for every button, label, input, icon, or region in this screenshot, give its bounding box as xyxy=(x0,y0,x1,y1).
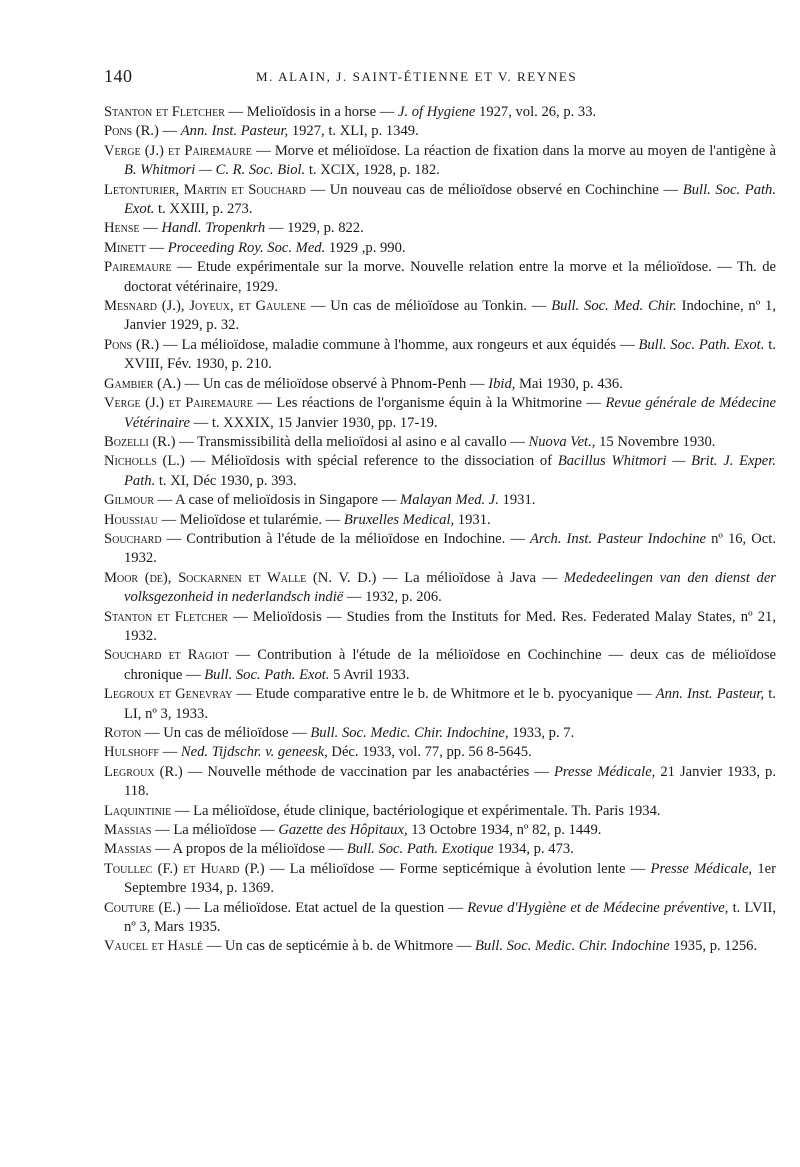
reference-journal: Arch. Inst. Pasteur Indochine xyxy=(530,530,706,547)
reference-authors: Gambier (A.) xyxy=(104,375,181,392)
reference-text: — xyxy=(158,123,181,140)
reference-text: — A case of melioïdosis in Singapore — xyxy=(153,492,401,509)
page-header xyxy=(104,66,700,92)
reference-text: (N. V. D.) — La mélioïdose à Java — xyxy=(306,569,564,586)
reference-entry xyxy=(104,394,776,433)
reference-journal: Bull. Soc. Path. Exot. xyxy=(124,181,776,218)
reference-entry xyxy=(104,297,776,336)
page-number: 140 xyxy=(104,66,133,86)
reference-entry xyxy=(104,511,776,530)
reference-text: — La mélioïdose — Forme septicémique à évolution lente — xyxy=(264,860,651,877)
reference-entry xyxy=(104,258,776,297)
reference-journal: Presse Médicale, xyxy=(650,860,753,877)
reference-journal: Bull. Soc. Path. Exotique xyxy=(346,841,494,858)
reference-text: — Un cas de mélioïdose au Tonkin. — xyxy=(306,298,552,315)
reference-text: — Un nouveau cas de mélioïdose observé en Cochinchine — xyxy=(305,181,683,198)
reference-text: — Contribution à l'étude de la mélioïdose en Cochinchine — deux cas de mélioïdose chronique — xyxy=(124,647,776,683)
reference-text: — Mélioïdosis with spécial reference to the dissociation of xyxy=(184,453,558,470)
reference-details: — 1929, p. 822. xyxy=(265,220,364,237)
reference-text: — Melioïdose et tularémie. — xyxy=(157,511,344,528)
reference-text: — Morve et mélioïdose. La réaction de fixation dans la morve au moyen de l'antigène à xyxy=(251,142,776,159)
reference-details: nº 16, Oct. 1932. xyxy=(124,530,776,567)
reference-text: — Melioïdosis — Studies from the Instituts for Med. Res. Federated Malay States, nº 21, 1932. xyxy=(124,608,776,644)
reference-details: 1927, vol. 26, p. 33. xyxy=(475,104,597,120)
reference-entry xyxy=(104,433,776,452)
reference-details: — 1932, p. 206. xyxy=(343,589,442,606)
reference-authors: Toullec (F.) et Huard (P.) xyxy=(104,860,265,877)
reference-text: — Nouvelle méthode de vaccination par les anabactéries — xyxy=(182,763,554,780)
reference-details: 1927, t. XLI, p. 1349. xyxy=(288,123,419,140)
reference-details: 1934, p. 473. xyxy=(493,841,574,858)
reference-journal: Presse Médicale, xyxy=(553,763,656,780)
reference-details: 1929 ,p. 990. xyxy=(325,239,406,256)
reference-text: — Un cas de septicémie à b. de Whitmore — xyxy=(202,938,476,955)
reference-entry xyxy=(104,763,776,802)
reference-text: — Etude expérimentale sur la morve. Nouvelle relation entre la morve et la mélioïdose. — Th. de doctorat vétérinaire, 1929. xyxy=(124,259,776,295)
reference-entry xyxy=(104,840,776,859)
reference-details: — t. XXXIX, 15 Janvier 1930, pp. 17-19. xyxy=(189,414,438,431)
reference-details: 1er Septembre 1934, p. 1369. xyxy=(124,860,776,897)
reference-authors: Couture (E.) xyxy=(104,899,181,916)
reference-entry xyxy=(104,142,776,181)
reference-authors: Souchard xyxy=(104,530,162,547)
reference-journal: Bacillus Whitmori — Brit. J. Exper. Path. xyxy=(124,453,776,489)
reference-authors: Mesnard (J.), Joyeux, et Gaulene xyxy=(104,298,307,315)
reference-entry xyxy=(104,336,776,375)
reference-journal: Bull. Soc. Med. Chir. xyxy=(551,298,677,315)
reference-entry xyxy=(104,452,776,491)
reference-authors: Souchard et Ragiot xyxy=(104,647,229,664)
reference-text: — Un cas de mélioïdose — xyxy=(141,725,311,741)
reference-journal: J. of Hygiene xyxy=(397,104,476,120)
reference-details: 1931. xyxy=(454,511,491,528)
reference-details: 1931. xyxy=(498,492,536,509)
reference-authors: Hulshoff xyxy=(104,744,159,761)
reference-details: t. XXIII, p. 273. xyxy=(154,201,253,218)
reference-entry xyxy=(104,530,776,569)
reference-entry xyxy=(104,219,776,238)
reference-journal: Ibid, xyxy=(488,375,516,392)
reference-text: — xyxy=(139,220,162,237)
reference-journal: Revue d'Hygiène et de Médecine préventive, xyxy=(467,899,729,916)
reference-authors: Vaucel et Haslé xyxy=(104,938,203,955)
reference-journal: Ann. Inst. Pasteur, xyxy=(655,686,765,703)
reference-details: Indochine, nº 1, Janvier 1929, p. 32. xyxy=(124,298,777,334)
reference-entry xyxy=(104,181,776,220)
reference-journal: Nuova Vet., xyxy=(528,433,596,450)
reference-entry xyxy=(104,899,776,938)
reference-entry xyxy=(104,802,776,821)
reference-details: 13 Octobre 1934, nº 82, p. 1449. xyxy=(407,822,602,839)
reference-details: 1933, p. 7. xyxy=(508,725,575,741)
reference-text: — La mélioïdose — xyxy=(151,822,279,839)
reference-details: 5 Avril 1933. xyxy=(329,666,410,683)
reference-details: 1935, p. 1256. xyxy=(669,938,758,955)
reference-entry xyxy=(104,860,776,899)
reference-journal: B. Whitmori — C. R. Soc. Biol. xyxy=(124,162,306,179)
reference-authors: Verge (J.) et Pairemaure xyxy=(104,142,252,159)
reference-authors: Stanton et Fletcher xyxy=(104,608,228,625)
reference-authors: Hense xyxy=(104,220,140,237)
reference-text: — xyxy=(145,239,168,256)
reference-entry xyxy=(104,569,776,608)
reference-journal: Proceeding Roy. Soc. Med. xyxy=(167,239,326,256)
reference-details: 21 Janvier 1933, p. 118. xyxy=(124,763,776,800)
reference-entry xyxy=(104,608,776,647)
reference-authors: Verge (J.) et Pairemaure xyxy=(104,395,253,412)
reference-journal: Mededeelingen van den dienst der volksgezonheid in nederlandsch indië xyxy=(124,569,776,606)
reference-entry xyxy=(104,239,776,258)
reference-journal: Gazette des Hôpitaux, xyxy=(278,822,408,839)
reference-authors: Gilmour xyxy=(104,492,154,509)
reference-text: — Etude comparative entre le b. de Whitmore et le b. pyocyanique — xyxy=(232,686,656,703)
reference-authors: Minett xyxy=(104,239,146,256)
reference-journal: Bull. Soc. Medic. Chir. Indochine, xyxy=(310,725,509,741)
reference-details: Déc. 1933, vol. 77, pp. 56 8-5645. xyxy=(327,744,532,761)
reference-details: t. LVII, nº 3, Mars 1935. xyxy=(124,899,777,936)
reference-details: 15 Novembre 1930. xyxy=(595,433,716,450)
reference-entry xyxy=(104,685,776,724)
reference-authors: Stanton et Fletcher xyxy=(104,104,225,120)
reference-journal: Bruxelles Medical, xyxy=(343,511,455,528)
reference-text: — Un cas de mélioïdose observé à Phnom-Penh — xyxy=(181,375,489,392)
reference-entry xyxy=(104,375,776,394)
reference-entry xyxy=(104,937,776,956)
reference-text: — Transmissibilità della melioïdosi al asino e al cavallo — xyxy=(175,433,529,450)
reference-entry xyxy=(104,743,776,762)
reference-authors: Pons (R.) xyxy=(104,336,160,353)
reference-journal: Ned. Tijdschr. v. geneesk, xyxy=(180,744,328,761)
reference-journal: Bull. Soc. Path. Exot. xyxy=(638,336,765,353)
reference-authors: Moor (de), Sockarnen et Walle xyxy=(104,569,307,586)
reference-authors: Massias xyxy=(104,841,152,858)
reference-authors: Nicholls (L.) xyxy=(104,453,185,470)
reference-text: — A propos de la mélioïdose — xyxy=(151,841,347,858)
reference-entry xyxy=(104,122,776,141)
reference-entry xyxy=(104,491,776,510)
reference-authors: Bozelli (R.) xyxy=(104,433,176,450)
reference-text: — Contribution à l'étude de la mélioïdose en Indochine. — xyxy=(161,530,531,547)
reference-text: — La mélioïdose, maladie commune à l'homme, aux rongeurs et aux équidés — xyxy=(159,336,639,353)
reference-details: t. XI, Déc 1930, p. 393. xyxy=(155,472,297,489)
reference-authors: Houssiau xyxy=(104,511,158,528)
reference-journal: Bull. Soc. Medic. Chir. Indochine xyxy=(475,938,670,955)
reference-journal: Revue générale de Médecine Vétérinaire xyxy=(124,395,776,431)
reference-entry xyxy=(104,724,776,743)
reference-details: t. XCIX, 1928, p. 182. xyxy=(305,162,440,179)
reference-details: t. LI, nº 3, 1933. xyxy=(124,686,777,722)
reference-journal: Ann. Inst. Pasteur, xyxy=(180,123,289,140)
reference-journal: Malayan Med. J. xyxy=(400,492,499,509)
reference-authors: Legroux et Genevray xyxy=(104,686,233,703)
reference-text: — La mélioïdose. Etat actuel de la question — xyxy=(180,899,468,916)
reference-journal: Handl. Tropenkrh xyxy=(161,220,266,237)
reference-entry xyxy=(104,821,776,840)
reference-text: — xyxy=(159,744,181,761)
running-head: M. ALAIN, J. SAINT-ÉTIENNE ET V. REYNES xyxy=(256,69,578,84)
reference-text: — La mélioïdose, étude clinique, bactériologique et expérimentale. Th. Paris 1934. xyxy=(171,802,661,819)
reference-details: t. XVIII, Fév. 1930, p. 210. xyxy=(124,336,776,373)
reference-text: — Melioïdosis in a horse — xyxy=(224,104,398,120)
reference-journal: Bull. Soc. Path. Exot. xyxy=(204,666,330,683)
reference-list xyxy=(104,103,776,957)
reference-authors: Letonturier, Martin et Souchard xyxy=(104,181,306,198)
reference-authors: Roton xyxy=(104,725,142,741)
reference-authors: Massias xyxy=(104,822,152,839)
reference-entry xyxy=(104,103,776,122)
reference-entry xyxy=(104,646,776,685)
reference-authors: Pairemaure xyxy=(104,259,172,276)
reference-text: — Les réactions de l'organisme équin à la Whitmorine — xyxy=(252,395,606,412)
reference-details: Mai 1930, p. 436. xyxy=(515,375,623,392)
reference-authors: Legroux (R.) xyxy=(104,763,183,780)
reference-authors: Pons (R.) xyxy=(104,123,159,140)
reference-authors: Laquintinie xyxy=(104,802,172,819)
